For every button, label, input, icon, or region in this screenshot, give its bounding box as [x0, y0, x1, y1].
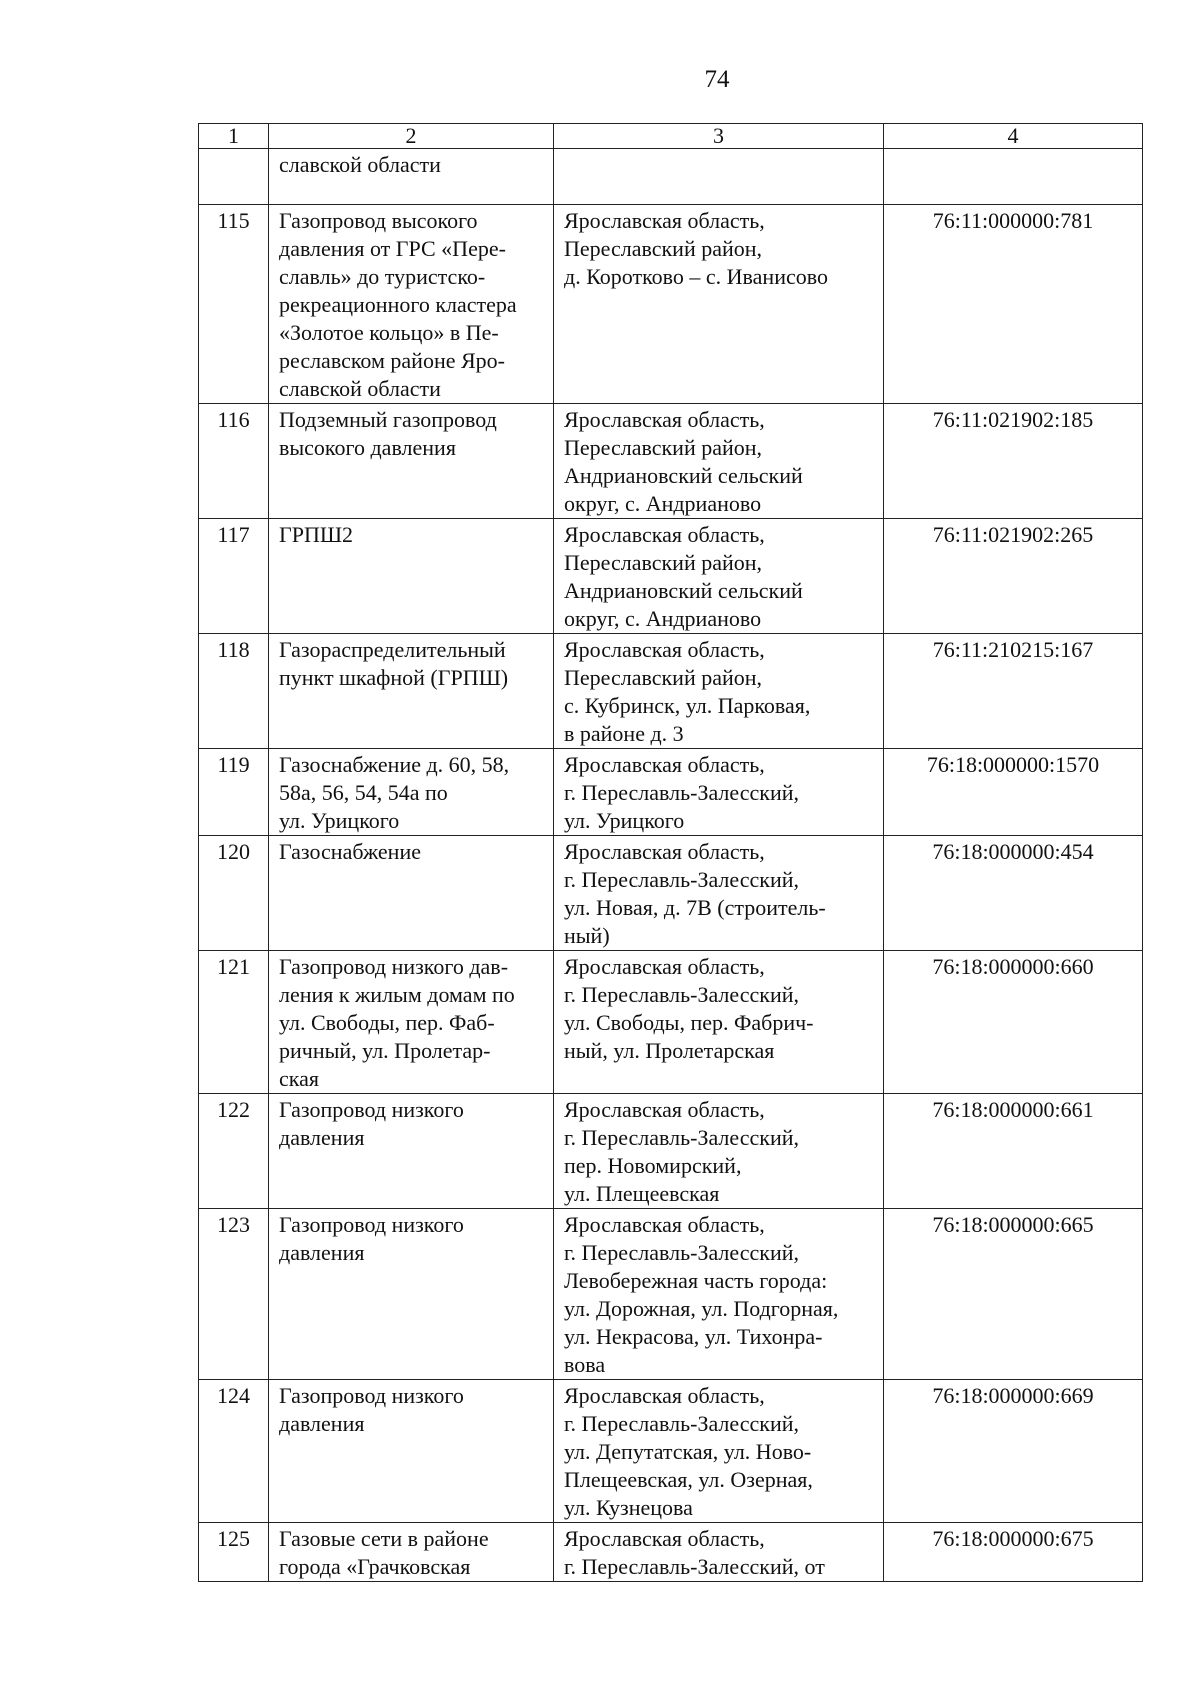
address-line: Ярославская область, — [564, 1526, 765, 1551]
row-number-cell: 116 — [199, 404, 269, 519]
address-line: ул. Кузнецова — [564, 1495, 693, 1520]
object-name-line: Газоснабжение — [279, 839, 421, 864]
object-name-line: ул. Урицкого — [279, 808, 400, 833]
address-line: Переславский район, — [564, 550, 763, 575]
object-name-line: Газоснабжение д. 60, 58, — [279, 752, 510, 777]
address-cell — [554, 1380, 884, 1523]
row-number-cell: 115 — [199, 205, 269, 404]
address-cell — [554, 1523, 884, 1582]
address-line: ул. Новая, д. 7В (строитель- — [564, 895, 826, 920]
address-line: ул. Дорожная, ул. Подгорная, — [564, 1296, 839, 1321]
address-line: округ, с. Андрианово — [564, 491, 762, 516]
row-number-cell: 122 — [199, 1094, 269, 1209]
object-name-line: Подземный газопровод — [279, 407, 497, 432]
object-name-line: Газораспределительный — [279, 637, 506, 662]
page-number: 74 — [704, 66, 730, 93]
cadastral-number-cell: 76:11:000000:781 — [884, 205, 1143, 404]
address-line: в районе д. 3 — [564, 721, 684, 746]
header-col-2: 2 — [269, 124, 554, 149]
object-name-line: давления от ГРС «Пере- — [279, 236, 506, 261]
cadastral-number-cell: 76:11:021902:265 — [884, 519, 1143, 634]
address-line: Переславский район, — [564, 435, 763, 460]
cadastral-number-cell: 76:11:021902:185 — [884, 404, 1143, 519]
address-line: Переславский район, — [564, 236, 763, 261]
table-row — [199, 1523, 1143, 1582]
object-name-line: города «Грачковская — [279, 1554, 471, 1579]
address-line: Ярославская область, — [564, 1097, 765, 1122]
address-line: ул. Свободы, пер. Фабрич- — [564, 1010, 814, 1035]
cadastral-number-cell: 76:18:000000:660 — [884, 951, 1143, 1094]
header-col-3: 3 — [554, 124, 884, 149]
table-row — [199, 205, 1143, 404]
address-line: Ярославская область, — [564, 839, 765, 864]
address-line: вова — [564, 1352, 606, 1377]
address-line: Переславский район, — [564, 665, 763, 690]
address-line: Ярославская область, — [564, 1383, 765, 1408]
address-line: ный, ул. Пролетарская — [564, 1038, 775, 1063]
cadastral-number-cell: 76:18:000000:669 — [884, 1380, 1143, 1523]
row-number-cell: 123 — [199, 1209, 269, 1380]
table-row — [199, 1209, 1143, 1380]
address-line: Андриановский сельский — [564, 463, 803, 488]
address-cell — [554, 205, 884, 404]
address-line: г. Переславль-Залесский, от — [564, 1554, 825, 1579]
object-name-line: давления — [279, 1240, 365, 1265]
object-name-line: «Золотое кольцо» в Пе- — [279, 320, 499, 345]
object-name-line: Газовые сети в районе — [279, 1526, 489, 1551]
object-name-line: давления — [279, 1411, 365, 1436]
address-line: г. Переславль-Залесский, — [564, 1125, 799, 1150]
object-name-cell — [269, 1380, 554, 1523]
continuation-name-line: славской области — [279, 152, 441, 177]
object-name-cell — [269, 634, 554, 749]
address-cell — [554, 836, 884, 951]
object-name-cell — [269, 836, 554, 951]
object-name-cell — [269, 749, 554, 836]
table-row — [199, 404, 1143, 519]
table-row — [199, 1094, 1143, 1209]
object-name-line: ская — [279, 1066, 320, 1091]
continuation-row — [199, 149, 1143, 205]
object-name-cell — [269, 1523, 554, 1582]
object-name-cell — [269, 951, 554, 1094]
object-name-line: Газопровод высокого — [279, 208, 478, 233]
address-cell — [554, 404, 884, 519]
address-line: Андриановский сельский — [564, 578, 803, 603]
object-name-line: давления — [279, 1125, 365, 1150]
address-line: г. Переславль-Залесский, — [564, 1411, 799, 1436]
address-cell — [554, 1209, 884, 1380]
address-line: Ярославская область, — [564, 1212, 765, 1237]
address-cell — [554, 749, 884, 836]
continuation-num-cell — [199, 149, 269, 205]
table-row — [199, 749, 1143, 836]
row-number-cell: 119 — [199, 749, 269, 836]
address-line: Левобережная часть города: — [564, 1268, 828, 1293]
header-col-1: 1 — [199, 124, 269, 149]
cadastral-number-cell: 76:11:210215:167 — [884, 634, 1143, 749]
object-name-line: славской области — [279, 376, 441, 401]
address-line: Ярославская область, — [564, 407, 765, 432]
address-line: г. Переславль-Залесский, — [564, 867, 799, 892]
address-line: г. Переславль-Залесский, — [564, 982, 799, 1007]
row-number-cell: 121 — [199, 951, 269, 1094]
object-name-line: Газопровод низкого — [279, 1097, 464, 1122]
table-row — [199, 1380, 1143, 1523]
object-name-line: Газопровод низкого — [279, 1383, 464, 1408]
cadastral-number-cell: 76:18:000000:665 — [884, 1209, 1143, 1380]
address-line: г. Переславль-Залесский, — [564, 780, 799, 805]
object-name-cell — [269, 404, 554, 519]
row-number-cell: 120 — [199, 836, 269, 951]
address-line: ул. Урицкого — [564, 808, 685, 833]
address-cell — [554, 519, 884, 634]
address-line: ный) — [564, 923, 610, 948]
address-line: Плещеевская, ул. Озерная, — [564, 1467, 813, 1492]
object-name-line: ГРПШ2 — [279, 522, 354, 547]
object-name-line: ричный, ул. Пролетар- — [279, 1038, 491, 1063]
cadastral-number-cell: 76:18:000000:454 — [884, 836, 1143, 951]
address-line: Ярославская область, — [564, 208, 765, 233]
address-line: Ярославская область, — [564, 752, 765, 777]
address-line: ул. Плещеевская — [564, 1181, 720, 1206]
object-name-line: Газопровод низкого — [279, 1212, 464, 1237]
object-name-cell — [269, 1094, 554, 1209]
gas-pipeline-registry-table — [198, 123, 1143, 1582]
address-line: Ярославская область, — [564, 637, 765, 662]
table-row — [199, 519, 1143, 634]
object-name-line: ления к жилым домам по — [279, 982, 515, 1007]
object-name-cell — [269, 519, 554, 634]
address-line: г. Переславль-Залесский, — [564, 1240, 799, 1265]
object-name-line: Газопровод низкого дав- — [279, 954, 509, 979]
table-row — [199, 836, 1143, 951]
address-line: ул. Депутатская, ул. Ново- — [564, 1439, 812, 1464]
object-name-line: пункт шкафной (ГРПШ) — [279, 665, 509, 690]
address-cell — [554, 634, 884, 749]
object-name-cell — [269, 1209, 554, 1380]
object-name-line: ул. Свободы, пер. Фаб- — [279, 1010, 495, 1035]
continuation-name-cell — [269, 149, 554, 205]
object-name-line: реславском районе Яро- — [279, 348, 505, 373]
row-number-cell: 117 — [199, 519, 269, 634]
address-line: Ярославская область, — [564, 954, 765, 979]
header-row — [199, 124, 1143, 149]
address-cell — [554, 1094, 884, 1209]
row-number-cell: 124 — [199, 1380, 269, 1523]
row-number-cell: 118 — [199, 634, 269, 749]
table-body — [199, 149, 1143, 1582]
row-number-cell: 125 — [199, 1523, 269, 1582]
header-col-4: 4 — [884, 124, 1143, 149]
object-name-line: славль» до туристско- — [279, 264, 486, 289]
address-line: ул. Некрасова, ул. Тихонра- — [564, 1324, 823, 1349]
table-row — [199, 634, 1143, 749]
continuation-address-cell — [554, 149, 884, 205]
table-row — [199, 951, 1143, 1094]
cadastral-number-cell: 76:18:000000:675 — [884, 1523, 1143, 1582]
address-line: с. Кубринск, ул. Парковая, — [564, 693, 811, 718]
object-name-line: рекреационного кластера — [279, 292, 517, 317]
cadastral-number-cell: 76:18:000000:1570 — [884, 749, 1143, 836]
address-cell — [554, 951, 884, 1094]
address-line: Ярославская область, — [564, 522, 765, 547]
cadastral-number-cell: 76:18:000000:661 — [884, 1094, 1143, 1209]
continuation-cadastral-cell — [884, 149, 1143, 205]
address-line: д. Коротково – с. Иванисово — [564, 264, 828, 289]
address-line: пер. Новомирский, — [564, 1153, 742, 1178]
object-name-cell — [269, 205, 554, 404]
address-line: округ, с. Андрианово — [564, 606, 762, 631]
object-name-line: 58а, 56, 54, 54а по — [279, 780, 448, 805]
object-name-line: высокого давления — [279, 435, 456, 460]
